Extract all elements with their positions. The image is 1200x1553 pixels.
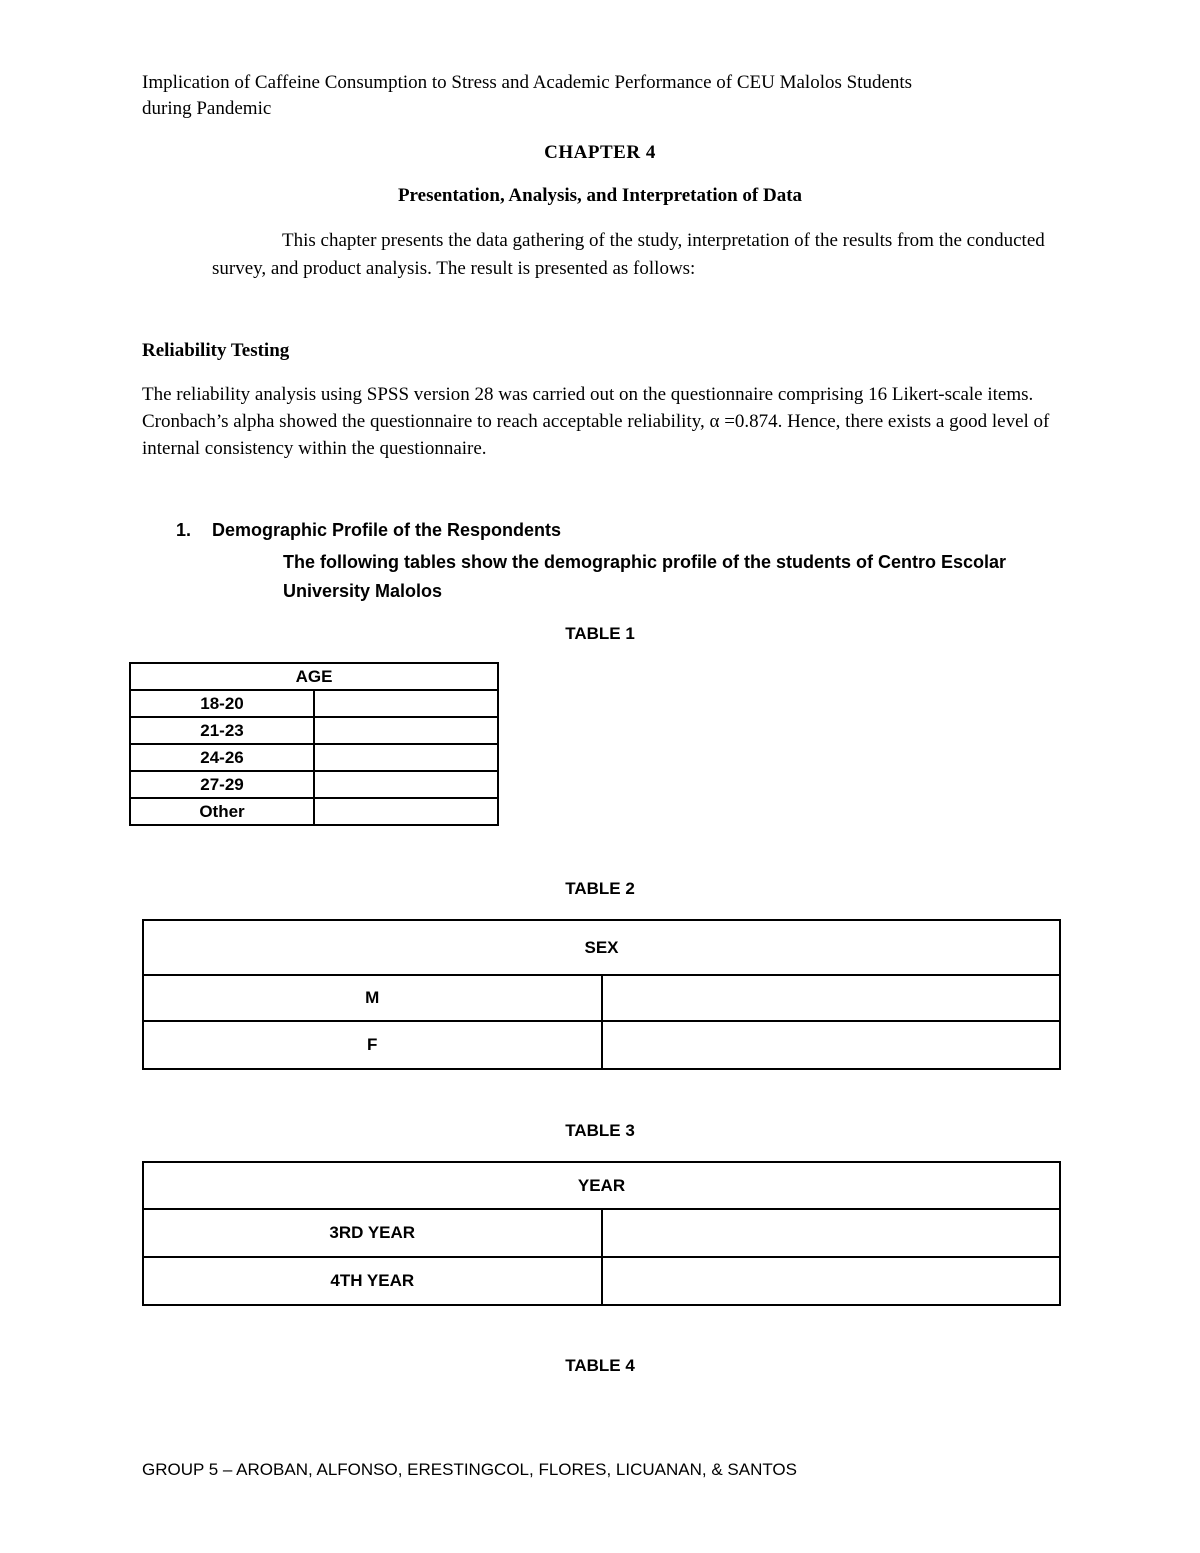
- header-line-2: during Pandemic: [142, 98, 272, 119]
- page-footer: GROUP 5 – AROBAN, ALFONSO, ERESTINGCOL, FLORES, LICUANAN, & SANTOS: [142, 1460, 797, 1479]
- demographic-heading: Demographic Profile of the Respondents: [212, 520, 562, 540]
- table-1-caption: TABLE 1: [565, 624, 635, 643]
- table-row: [130, 690, 498, 717]
- age-row-label: 18-20: [130, 690, 314, 717]
- table-row: [130, 744, 498, 771]
- table-2-caption: TABLE 2: [565, 879, 635, 898]
- sex-row-value: [602, 1021, 1061, 1069]
- chapter-subtitle: Presentation, Analysis, and Interpretation of Data: [397, 185, 803, 206]
- table-row: [143, 1257, 1060, 1305]
- running-header: [142, 70, 1072, 122]
- reliability-heading: Reliability Testing: [142, 340, 290, 361]
- sex-table-header: SEX: [143, 920, 1060, 975]
- table-row: [130, 798, 498, 825]
- year-row-label: 4TH YEAR: [143, 1257, 602, 1305]
- age-row-label: 21-23: [130, 717, 314, 744]
- year-row-value: [602, 1209, 1061, 1257]
- age-row-label: 27-29: [130, 771, 314, 798]
- section-number: 1.: [176, 520, 192, 540]
- table-row: [143, 1209, 1060, 1257]
- sex-table: [142, 919, 1061, 1070]
- demographic-description: The following tables show the demographic profile of the students of Centro Escolar University Malolos: [283, 552, 1007, 601]
- chapter-intro: This chapter presents the data gathering of the study, interpretation of the results from the conducted survey, and product analysis. The result is presented as follows:: [212, 230, 1045, 279]
- year-row-label: 3RD YEAR: [143, 1209, 602, 1257]
- header-line-1: Implication of Caffeine Consumption to Stress and Academic Performance of CEU Malolos Students: [142, 72, 913, 93]
- age-row-value: [314, 744, 498, 771]
- reliability-body: The reliability analysis using SPSS version 28 was carried out on the questionnaire comprising 16 Likert-scale items. Cronbach’s alpha showed the questionnaire to reach acceptable reliability, α =0.874. Hence, there exists a good level of internal consistency within the questionnaire.: [142, 384, 1050, 459]
- sex-row-label: F: [143, 1021, 602, 1069]
- age-row-label: 24-26: [130, 744, 314, 771]
- sex-row-label: M: [143, 975, 602, 1021]
- year-table: [142, 1161, 1061, 1306]
- sex-row-value: [602, 975, 1061, 1021]
- table-4-caption: TABLE 4: [565, 1356, 635, 1375]
- age-table: [129, 662, 499, 826]
- chapter-title: CHAPTER 4: [544, 142, 656, 163]
- year-row-value: [602, 1257, 1061, 1305]
- age-row-value: [314, 798, 498, 825]
- age-row-value: [314, 771, 498, 798]
- age-row-value: [314, 690, 498, 717]
- table-3-caption: TABLE 3: [565, 1121, 635, 1140]
- age-row-value: [314, 717, 498, 744]
- table-row: [130, 717, 498, 744]
- table-row: [143, 1021, 1060, 1069]
- year-table-header: YEAR: [143, 1162, 1060, 1209]
- table-row: [130, 771, 498, 798]
- age-table-header: AGE: [130, 663, 498, 690]
- age-row-label: Other: [130, 798, 314, 825]
- table-row: [143, 975, 1060, 1021]
